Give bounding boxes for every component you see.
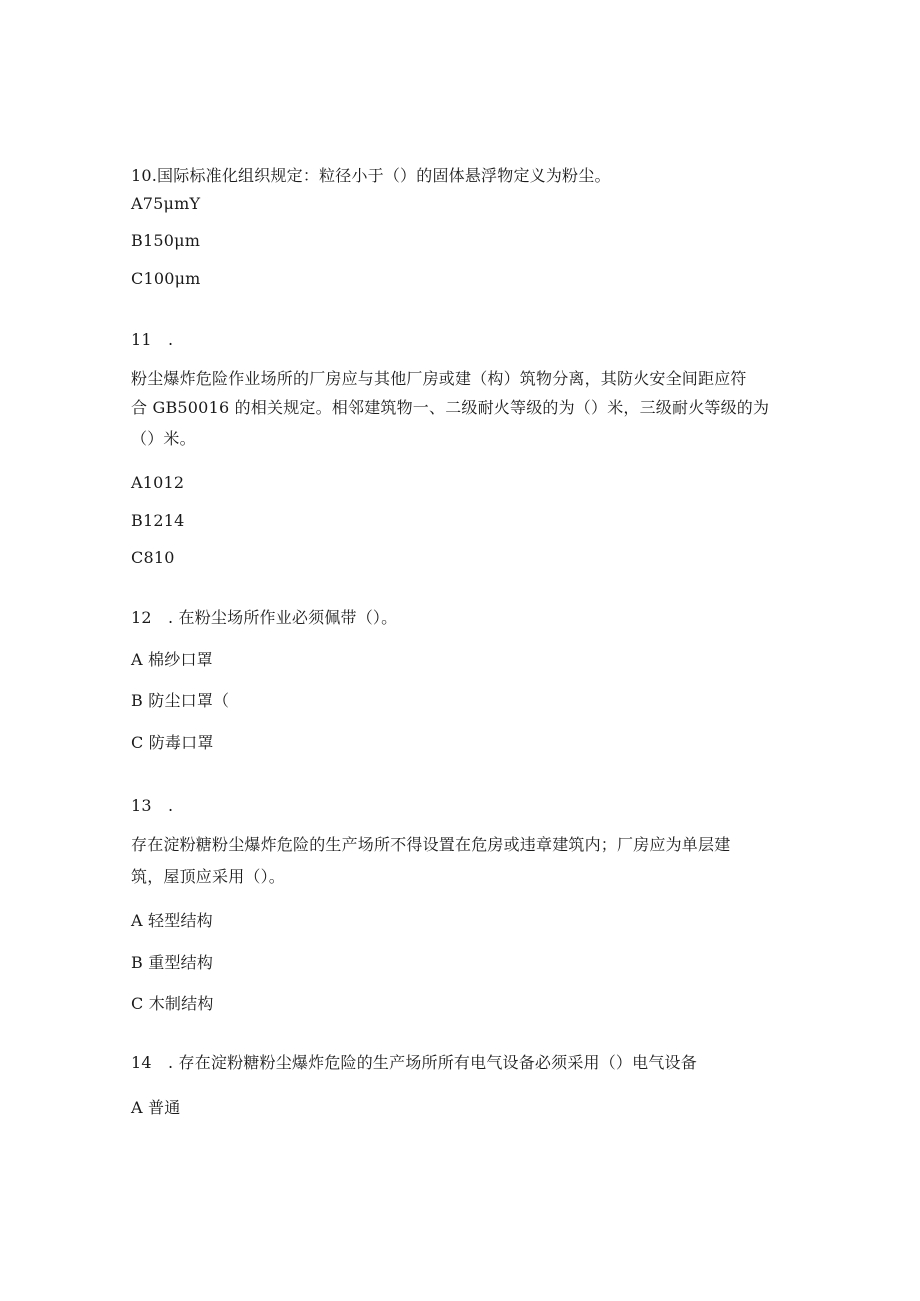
question-12-option-c: C 防毒口罩 bbox=[131, 733, 214, 752]
question-13-stem-line-1: 存在淀粉糖粉尘爆炸危险的生产场所不得设置在危房或违章建筑内；厂房应为单层建 bbox=[131, 835, 731, 854]
question-12-option-b: B 防尘口罩（ bbox=[131, 691, 230, 710]
question-11-option-c: C810 bbox=[131, 548, 175, 567]
question-11-stem-line-1: 粉尘爆炸危险作业场所的厂房应与其他厂房或建（构）筑物分离，其防火安全间距应符 bbox=[131, 369, 747, 388]
question-10-title: 10.国际标准化组织规定：粒径小于（）的固体悬浮物定义为粉尘。 bbox=[131, 166, 611, 185]
question-11-stem-line-2: 合 GB50016 的相关规定。相邻建筑物一、二级耐火等级的为（）米，三级耐火等级的为 bbox=[131, 398, 770, 417]
question-11-option-a: A1012 bbox=[131, 473, 185, 492]
question-10-option-c: C100μm bbox=[131, 269, 201, 288]
question-10-option-a: A75μmY bbox=[131, 194, 201, 213]
question-13-number: 13 . bbox=[131, 796, 174, 815]
question-14-option-a: A 普通 bbox=[131, 1098, 181, 1117]
question-13-option-b: B 重型结构 bbox=[131, 953, 214, 972]
question-13-option-a: A 轻型结构 bbox=[131, 911, 213, 930]
question-11-stem-line-3: （）米。 bbox=[131, 429, 196, 448]
question-10-option-b: B150μm bbox=[131, 231, 201, 250]
question-13-stem-line-2: 筑，屋顶应采用（）。 bbox=[131, 867, 286, 886]
question-11-option-b: B1214 bbox=[131, 511, 185, 530]
question-13-option-c: C 木制结构 bbox=[131, 994, 214, 1013]
question-14-title: 14 . 存在淀粉糖粉尘爆炸危险的生产场所所有电气设备必须采用（）电气设备 bbox=[131, 1053, 697, 1072]
question-11-number: 11 . bbox=[131, 330, 174, 349]
question-12-option-a: A 棉纱口罩 bbox=[131, 650, 213, 669]
question-12-title: 12 . 在粉尘场所作业必须佩带（）。 bbox=[131, 608, 398, 627]
